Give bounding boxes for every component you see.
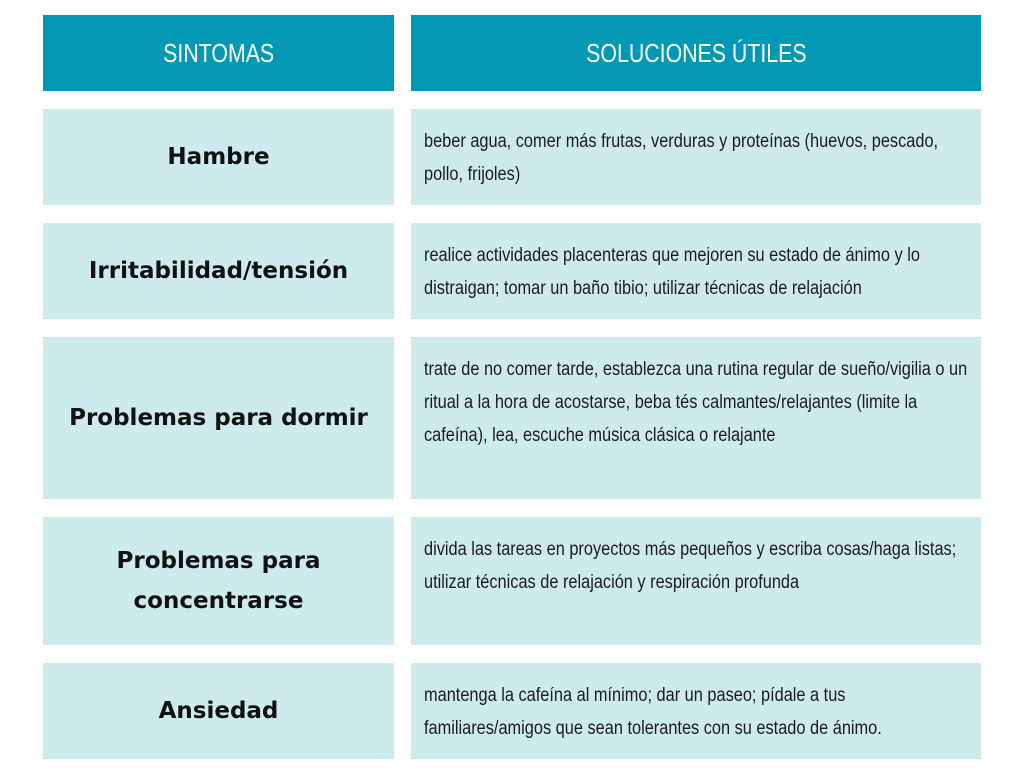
solution-text: divida las tareas en proyectos más pequeños y escriba cosas/haga listas; utilizar técnicas de relajación y respiración profunda bbox=[424, 539, 957, 593]
header-symptoms-label: SINTOMAS bbox=[163, 37, 274, 68]
symptom-label: Irritabilidad/tensión bbox=[88, 258, 349, 284]
symptom-cell-concentrarse bbox=[43, 517, 394, 645]
solution-cell-hambre bbox=[411, 109, 981, 205]
symptom-cell-dormir bbox=[43, 337, 394, 499]
solution-cell-irritabilidad bbox=[411, 223, 981, 319]
header-symptoms bbox=[43, 15, 394, 91]
symptom-label: Problemas para dormir bbox=[69, 405, 368, 431]
symptom-cell-ansiedad bbox=[43, 663, 394, 759]
solution-cell-concentrarse bbox=[411, 517, 981, 645]
solution-text: trate de no comer tarde, establezca una rutina regular de sueño/vigilia o un ritual a la hora de acostarse, beba tés calmantes/relajantes (limite la cafeína), lea, escuche música clásica o relajante bbox=[424, 359, 968, 446]
solution-text: mantenga la cafeína al mínimo; dar un paseo; pídale a tus familiares/amigos que sean tolerantes con su estado de ánimo. bbox=[424, 685, 882, 739]
solution-text: realice actividades placenteras que mejoren su estado de ánimo y lo distraigan; tomar un baño tibio; utilizar técnicas de relajación bbox=[424, 245, 920, 299]
solution-text: beber agua, comer más frutas, verduras y proteínas (huevos, pescado, pollo, frijoles) bbox=[424, 131, 939, 185]
symptom-label: Problemas para concentrarse bbox=[116, 548, 321, 614]
header-solutions-label: SOLUCIONES ÚTILES bbox=[585, 37, 807, 68]
symptom-cell-hambre bbox=[43, 109, 394, 205]
solution-cell-dormir bbox=[411, 337, 981, 499]
symptom-label: Hambre bbox=[167, 144, 270, 170]
symptom-cell-irritabilidad bbox=[43, 223, 394, 319]
header-solutions bbox=[411, 15, 981, 91]
symptom-label: Ansiedad bbox=[158, 698, 279, 724]
solution-cell-ansiedad bbox=[411, 663, 981, 759]
